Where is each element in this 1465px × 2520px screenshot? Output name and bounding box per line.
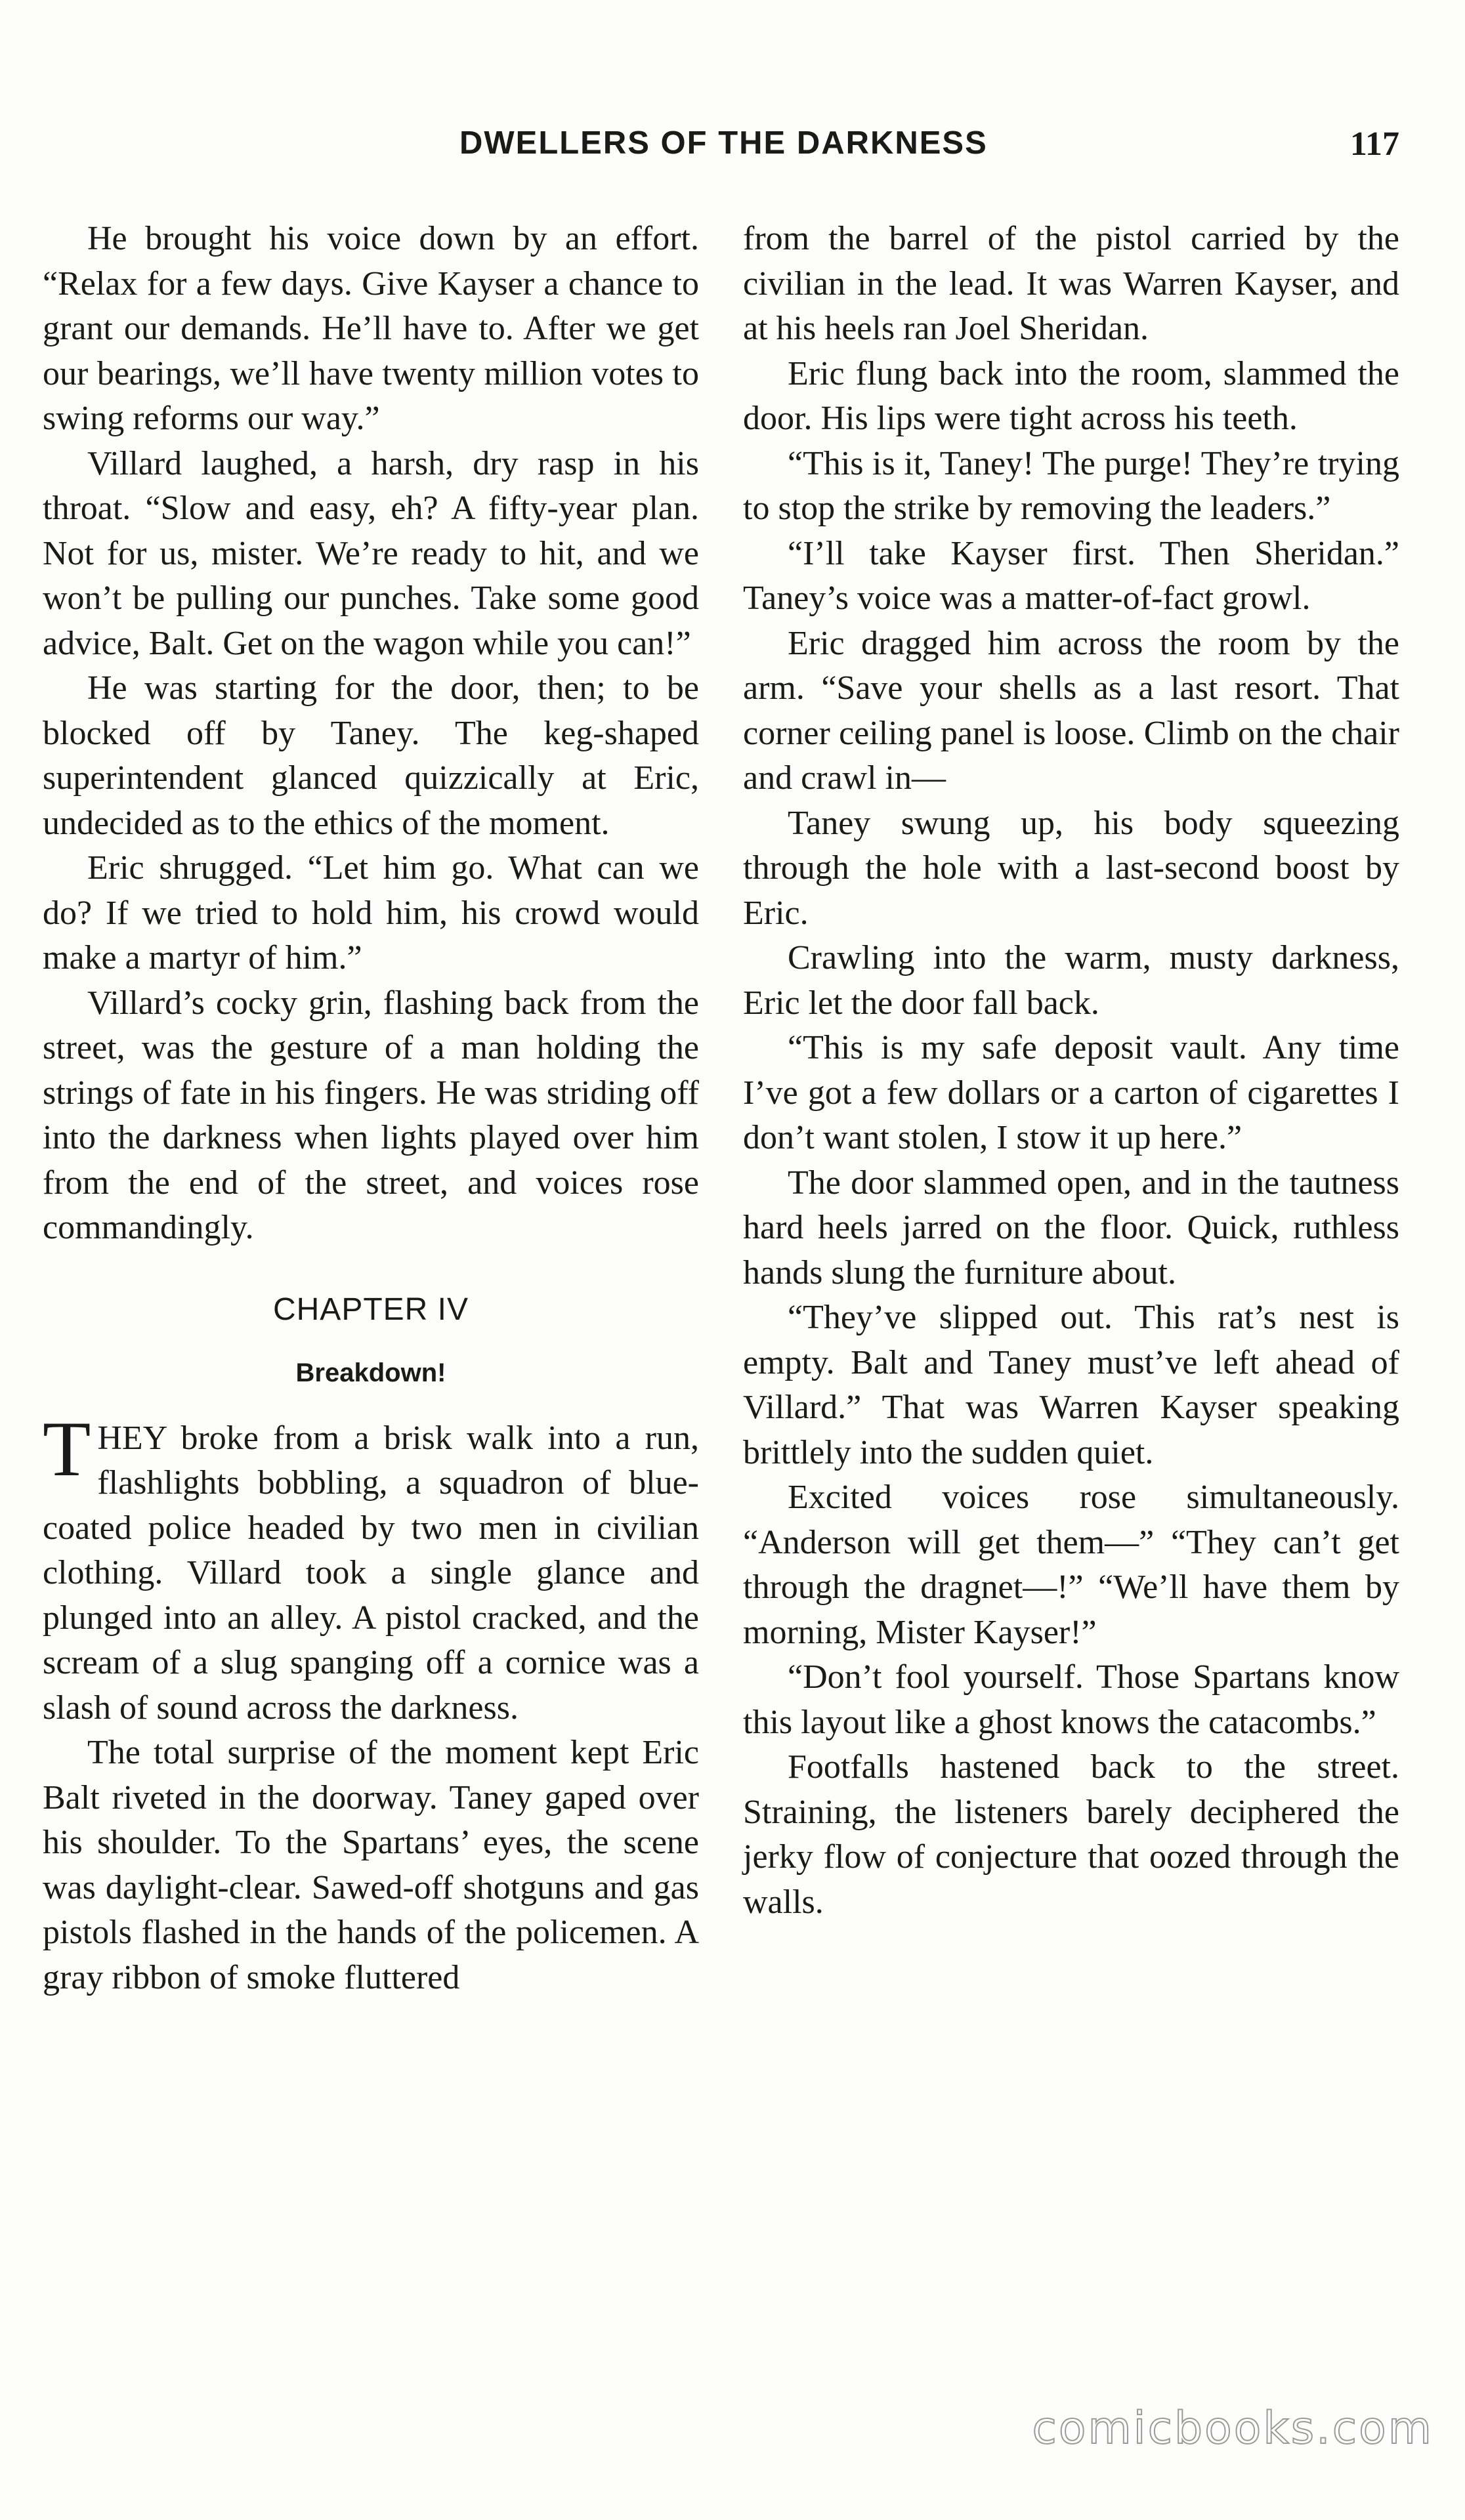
paragraph: Villard’s cocky grin, flashing back from the street, was the gesture of a man holding the strings of fate in his fingers. He was striding off into the darkness when lights played over him from the end of the street, and voices rose commandingly.	[43, 984, 699, 1246]
paragraph: Eric shrugged. “Let him go. What can we do? If we tried to hold him, his crowd would make a martyr of him.”	[43, 849, 699, 976]
paragraph: “This is it, Taney! The purge! They’re trying to stop the strike by removing the leaders.”	[743, 444, 1399, 527]
page-number: 117	[1349, 125, 1399, 163]
paragraph: He brought his voice down by an effort. “Relax for a few days. Give Kayser a chance to grant our demands. He’ll have to. After we get our bearings, we’ll have twenty million votes to swing reforms our way.”	[43, 220, 699, 437]
paragraph: Taney swung up, his body squeezing through the hole with a last-second boost by Eric.	[743, 804, 1399, 932]
paragraph: Eric dragged him across the room by the arm. “Save your shells as a last resort. That corner ceiling panel is loose. Climb on the chair and crawl in—	[743, 624, 1399, 797]
watermark: comicbooks.com	[1032, 2403, 1433, 2454]
paragraph: Villard laughed, a harsh, dry rasp in his throat. “Slow and easy, eh? A fifty-year plan. Not for us, mister. We’re ready to hit, and we won’t be pulling our punches. Take some good advice, Balt. Get on the wagon while you can!”	[43, 444, 699, 662]
paragraph: “They’ve slipped out. This rat’s nest is empty. Balt and Taney must’ve left ahead of Villard.” That was Warren Kayser speaking brittlely into the sudden quiet.	[743, 1299, 1399, 1471]
paragraph: Crawling into the warm, musty darkness, Eric let the door fall back.	[743, 939, 1399, 1022]
paragraph-text: HEY broke from a brisk walk into a run, flashlights bobbling, a squadron of blue-coated police headed by two men in civilian clothing. Villard took a single glance and plunged into an alley. A pistol cracked, and the scream of a slug spanging off a cornice was a slash of sound across the darkness.	[43, 1419, 699, 1727]
paragraph-continued: from the barrel of the pistol carried by the civilian in the lead. It was Warren Kayser, and at his heels ran Joel Sheridan.	[743, 220, 1399, 347]
paragraph: The total surprise of the moment kept Eric Balt riveted in the doorway. Taney gaped over his shoulder. To the Spartans’ eyes, the scene was daylight-clear. Sawed-off shotguns and gas pistols flashed in the hands of the policemen. A gray ribbon of smoke fluttered	[43, 1734, 699, 1996]
paragraph: “This is my safe deposit vault. Any time I’ve got a few dollars or a carton of cigarettes I don’t want stolen, I stow it up here.”	[743, 1029, 1399, 1156]
paragraph: “I’ll take Kayser first. Then Sheridan.” Taney’s voice was a matter-of-fact growl.	[743, 534, 1399, 617]
paragraph: The door slammed open, and in the tautness hard heels jarred on the floor. Quick, ruthless hands slung the furniture about.	[743, 1164, 1399, 1292]
paragraph: He was starting for the door, then; to be blocked off by Taney. The keg-shaped superintendent glanced quizzically at Eric, undecided as to the ethics of the moment.	[43, 669, 699, 842]
paragraph: Footfalls hastened back to the street. Straining, the listeners barely deciphered the jerky flow of conjecture that oozed through the walls.	[743, 1748, 1399, 1921]
left-column	[43, 217, 699, 2000]
chapter-heading: CHAPTER IV	[272, 1292, 469, 1327]
running-head	[0, 125, 1465, 177]
paragraph: Excited voices rose simultaneously. “Anderson will get them—” “They can’t get through the dragnet—!” “We’ll have them by morning, Mister Kayser!”	[743, 1479, 1399, 1651]
drop-cap: T	[43, 1404, 91, 1492]
paragraph: Eric flung back into the room, slammed the door. His lips were tight across his teeth.	[743, 354, 1399, 437]
running-title: DWELLERS OF THE DARKNESS	[459, 125, 988, 161]
chapter-subtitle: Breakdown!	[295, 1358, 446, 1387]
chapter-opening-paragraph	[43, 1404, 699, 1731]
paragraph: “Don’t fool yourself. Those Spartans know this layout like a ghost knows the catacombs.”	[743, 1658, 1399, 1741]
right-column	[743, 217, 1399, 1925]
